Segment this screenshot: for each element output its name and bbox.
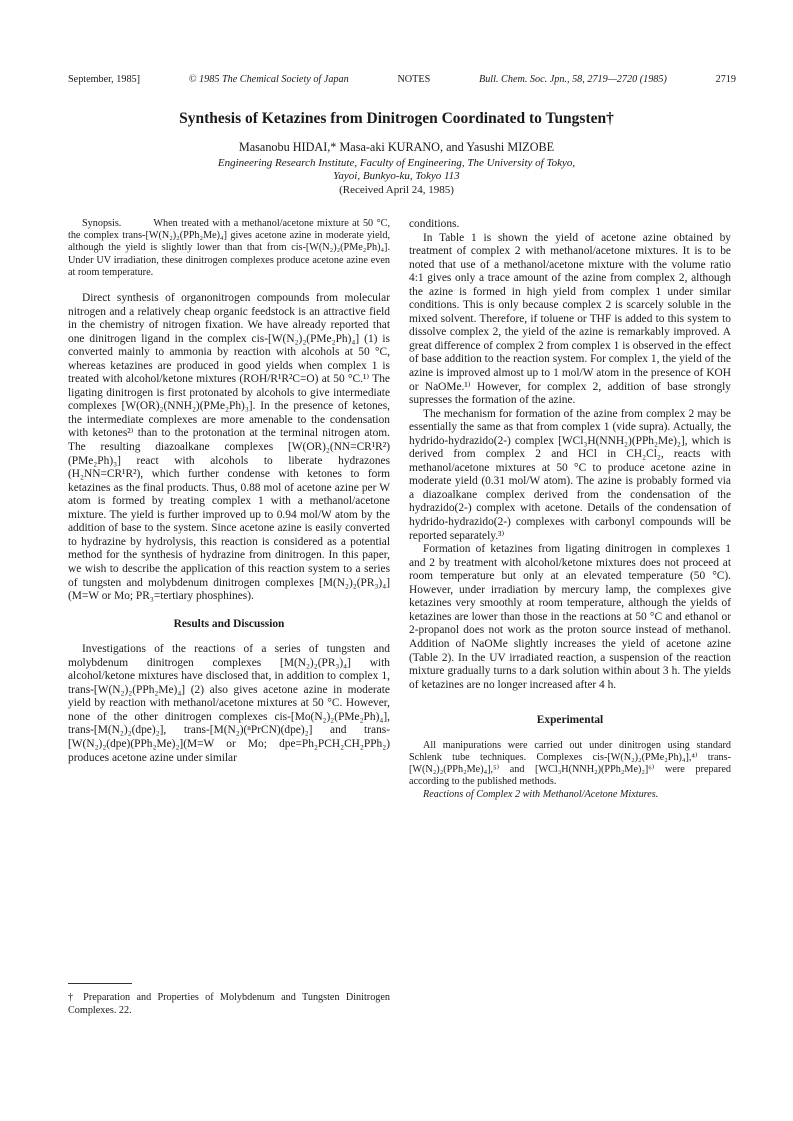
header-date: September, 1985] (68, 74, 141, 85)
synopsis (68, 218, 390, 279)
synopsis-label: Synopsis. (82, 218, 122, 229)
affiliation-line: Engineering Research Institute, Faculty of Engineering, The University of Tokyo, (217, 157, 576, 169)
header-journal: Bull. Chem. Soc. Jpn., 58, 2719—2720 (1985) (478, 74, 667, 85)
experimental-paragraph: All manipurations were carried out under dinitrogen using standard Schlenk tube techniques. Complexes cis-[W(N₂)₂(PMe₂Ph)₄],⁴⁾ trans-[W(N₂)₂(PPh₂Me)₄],⁵⁾ and [WCl₃H(NNH₂)(PPh₂Me)₂]⁶⁾ were prepared according to the published methods. (409, 739, 731, 788)
left-column (68, 218, 390, 765)
results-paragraph: Formation of ketazines from ligating dinitrogen in complexes 1 and 2 by treatment with alcohol/ketone mixtures does not proceed at room temperature but only at an elevated temperature (50 °C). However, under irradiation by mercury lamp, the complexes give ketazines very smoothly at room temperature, although the yields of ketazines are lower than those in the reactions at 50 °C and ethanol or 2-propanol does not work as the proton source instead of methanol. Addition of NaOMe slightly increases the yield of acetone azine (Table 2). In the UV irradiated reaction, a suspension of the reaction mixture gradually turns to a dark solution within about 3 h. The yields of ketazines are no longer increased after 4 h. (409, 543, 731, 691)
results-paragraph: Investigations of the reactions of a series of tungsten and molybdenum dinitrogen complexes [M(N₂)₂(PR₃)₄] with alcohol/ketone mixtures have disclosed that, in addition to complex 1, trans-[W(N₂)₂(PPh₂Me)₄] (2) also gives acetone azine in moderate yield by reaction with methanol/acetone mixtures at 50 °C. However, none of the other dinitrogen complexes cis-[Mo(N₂)₂(PMe₂Ph)₄], trans-[M(N₂)₂(dpe)₂], trans-[M(N₂)(ⁿPrCN)(dpe)₂] and trans-[W(N₂)₂(dpe)(PPh₂Me)₂](M=W or Mo; dpe=Ph₂PCH₂CH₂PPh₂) produces acetone azine under similar (68, 643, 390, 764)
header-section: NOTES (397, 74, 431, 85)
results-paragraph: In Table 1 is shown the yield of acetone azine obtained by treatment of complex 2 with methanol/acetone mixtures. It is to be noted that use of a methanol/acetone mixture with the volume ratio 4:1 gives only a trace amount of the azine from complex 2, although the azine is formed in high yield from complex 1 under similar conditions. This is only because complex 2 is scarcely soluble in the mixed solvent. Therefore, if toluene or THF is added to this system to dissolve complex 2, the yield of the azine is remarkably improved. A great difference of complex 2 from complex 1 is observed in the effect of base addition to the reaction system. For complex 1, the yield of the azine is improved almost up to 1 mol/W atom in the presence of KOH or NaOMe.¹⁾ However, for complex 2, addition of base strongly supresses the formation of the azine. (409, 231, 731, 407)
synopsis-text: When treated with a methanol/acetone mixture at 50 °C, the complex trans-[W(N₂)₂(PPh₂Me)₄] gives acetone azine in moderate yield, although the yield is slightly lower than that from cis-[W(N₂)₂(PMe₂Ph)₄]. Under UV irradiation, these dinitrogen complexes produce acetone azine even at room temperature. (68, 218, 390, 278)
results-paragraph: The mechanism for formation of the azine from complex 2 may be essentially the same as that from complex 1 (vide supra). Actually, the hydrido-hydrazido(2-) complex [WCl₃H(NNH₂)(PPh₂Me)₂], which is derived from complex 2 and HCl in CH₂Cl₂, reacts with methanol/acetone mixtures at 50 °C to produce acetone azine in moderate yield (0.31 mol/W atom). The azine is probably formed via a diazoalkane complex derived from the condensation of the hydrazido(2-) complex with acetone. Details of the condensation of hydrido-hydrazido(2-) complexes with carbonyl compounds will be reported separately.³⁾ (409, 407, 731, 542)
footnote-rule (68, 983, 132, 984)
affiliation (0, 157, 793, 183)
experimental-subheading: Reactions of Complex 2 with Methanol/Acetone Mixtures. (423, 788, 659, 800)
section-heading-experimental: Experimental (536, 714, 604, 727)
section-heading-results: Results and Discussion (173, 617, 285, 630)
intro-paragraph: Direct synthesis of organonitrogen compounds from molecular nitrogen and a relatively cheap organic feedstock is an attractive field in the chemistry of nitrogen fixation. We have already reported that one dinitrogen ligand in the complex cis-[W(N₂)₂(PMe₂Ph)₄] (1) is converted mainly to ammonia by reaction with alcohols at 50 °C, whereas ketazines are produced in good yields when complex 1 is treated with alcohol/ketone mixtures (ROH/R¹R²C=O) at 50 °C.¹⁾ The ligating dinitrogen is first protonated by alcohols to give intermediate complexes [W(OR)₂(NNH₂)(PMe₂Ph)₃]. In the presence of ketones, the intermediate complexes are more amenable to the condensation with ketones²⁾ than to the protonation at the terminal nitrogen atom. The resulting diazoalkane complexes [W(OR)₂(NN=CR¹R²)(PMe₂Ph)₃] react with alcohols to liberate hydrazones (H₂NN=CR¹R²), which further condense with ketones to form ketazines as the final products. Thus, 0.88 mol of acetone azine per W atom is formed by treating complex 1 with a methanol/acetone mixture. The yield is further improved up to 0.94 mol/W atom by the addition of base to the system. Since acetone azine is easily converted to hydrazine by hydrolysis, this reaction is considered as a potential method for the synthesis of hydrazine from dinitrogen. In this paper, we wish to describe the application of this reaction system to a series of tungsten and molybdenum dinitrogen complexes [M(N₂)₂(PR₃)₄] (M=W or Mo; PR₃=tertiary phosphines). (68, 292, 390, 603)
article-title: Synthesis of Ketazines from Dinitrogen Coordinated to Tungsten† (179, 110, 614, 127)
results-paragraph-continued: conditions. (409, 218, 460, 230)
footnote: † Preparation and Properties of Molybdenum and Tungsten Dinitrogen Complexes. 22. (68, 992, 390, 1016)
received-date: (Received April 24, 1985) (339, 184, 454, 196)
affiliation-line: Yayoi, Bunkyo-ku, Tokyo 113 (333, 170, 460, 182)
header-page-number: 2719 (715, 74, 736, 85)
running-header (68, 74, 736, 85)
author-list: Masanobu HIDAI,* Masa-aki KURANO, and Yasushi MIZOBE (238, 140, 555, 154)
header-copyright: © 1985 The Chemical Society of Japan (188, 74, 349, 85)
right-column (409, 218, 731, 801)
